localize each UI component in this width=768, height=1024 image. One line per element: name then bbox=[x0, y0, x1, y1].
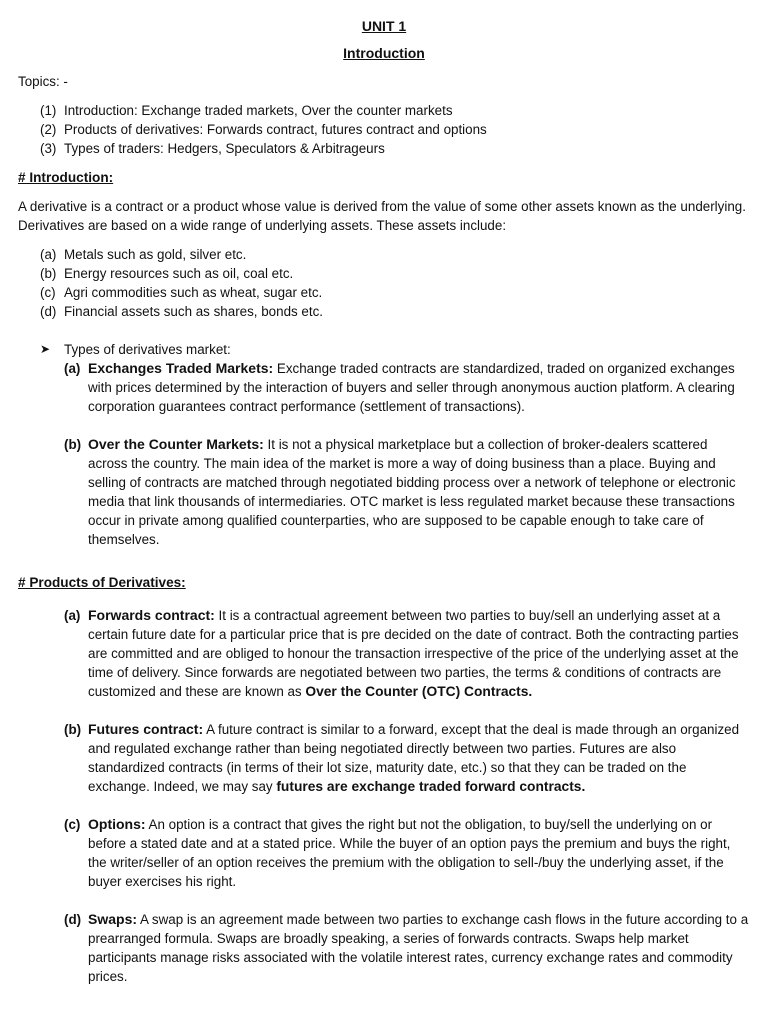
list-marker: (b) bbox=[40, 266, 57, 281]
market-types-label: Types of derivatives market: bbox=[64, 342, 231, 357]
products-heading: # Products of Derivatives: bbox=[18, 575, 186, 590]
list-marker: (c) bbox=[40, 285, 56, 300]
definition-term: Swaps: bbox=[88, 911, 138, 927]
list-item bbox=[18, 302, 750, 321]
introduction-paragraph: A derivative is a contract or a product whose value is derived from the value of some other assets known as the underlying. Derivatives are based on a wide range of underlying assets. These assets include: bbox=[18, 199, 746, 233]
page-subtitle: Introduction bbox=[343, 45, 425, 61]
list-marker: (a) bbox=[64, 608, 81, 623]
product-definition bbox=[18, 910, 750, 986]
unit-title: UNIT 1 bbox=[361, 18, 407, 34]
list-item bbox=[18, 120, 750, 139]
list-item bbox=[18, 264, 750, 283]
list-marker: (b) bbox=[64, 722, 82, 737]
definition-text: A swap is an agreement made between two parties to exchange cash flows in the future according to a prearranged formula. Swaps are broadly speaking, a series of forwards contracts. Swaps help market participants manage risks associated with the volatile interest rates, currency exchange rates and commodity prices. bbox=[88, 912, 749, 984]
list-marker: (c) bbox=[64, 817, 81, 832]
list-item-text: Products of derivatives: Forwards contract, futures contract and options bbox=[64, 122, 487, 137]
list-item bbox=[18, 283, 750, 302]
list-item bbox=[18, 139, 750, 158]
arrow-bullet-icon: ➤ bbox=[40, 342, 51, 356]
product-definition bbox=[18, 815, 750, 891]
topics-list bbox=[18, 101, 750, 158]
definition-text: A future contract is similar to a forward, except that the deal is made through an organized and regulated exchange rather than being negotiated directly between two parties. Futures are also standardized contracts (in terms of their lot size, maturity date, etc.) so that they can be traded on the exchange. Indeed, we may say bbox=[88, 722, 740, 794]
definition-text: It is a contractual agreement between two parties to buy/sell an underlying asset at a certain future date for a particular price that is pre decided on the date of contract. Both the contracting parties are committed and are obliged to honour the transaction irrespective of the price of the underlying asset at the time of delivery. Since forwards are negotiated between two parties, the terms & conditions of contracts are customized and these are known as bbox=[88, 608, 739, 699]
list-item-text: Financial assets such as shares, bonds etc. bbox=[64, 304, 324, 319]
definition-term: Futures contract: bbox=[88, 721, 204, 737]
list-marker: (d) bbox=[64, 912, 82, 927]
definition-term: Exchanges Traded Markets: bbox=[88, 360, 274, 376]
list-marker: (a) bbox=[40, 247, 57, 262]
definition-term: Options: bbox=[88, 816, 146, 832]
market-types-bullet bbox=[18, 340, 750, 359]
list-marker: (1) bbox=[40, 103, 57, 118]
definition-text: Exchange traded contracts are standardized, traded on organized exchanges with prices determined by the interaction of buyers and seller through anonymous auction platform. A clearing corporation guarantees contract performance (settlement of transactions). bbox=[88, 361, 735, 414]
definition-emphasis: Over the Counter (OTC) Contracts. bbox=[305, 684, 533, 699]
market-definition bbox=[18, 435, 750, 549]
product-definition bbox=[18, 720, 750, 796]
list-marker: (2) bbox=[40, 122, 57, 137]
list-item-text: Metals such as gold, silver etc. bbox=[64, 247, 247, 262]
list-marker: (b) bbox=[64, 437, 82, 452]
assets-list bbox=[18, 245, 750, 321]
list-item-text: Energy resources such as oil, coal etc. bbox=[64, 266, 294, 281]
definition-text: An option is a contract that gives the right but not the obligation, to buy/sell the underlying on or before a stated date and at a stated price. While the buyer of an option pays the premium and buys the right, the writer/seller of an option receives the premium with the obligation to sell-/buy the underlying asset, if the buyer exercises his right. bbox=[88, 817, 731, 889]
list-item bbox=[18, 245, 750, 264]
definition-text: It is not a physical marketplace but a collection of broker-dealers scattered across the country. The main idea of the market is more a way of doing business than a place. Buying and selling of contracts are matched through negotiated bidding process over a network of telephone or electronic media that link thousands of intermediaries. OTC market is less regulated market because these transactions occur in private among qualified counterparties, who are supposed to be capable enough to take care of themselves. bbox=[88, 437, 736, 547]
market-definition bbox=[18, 359, 750, 416]
list-marker: (3) bbox=[40, 141, 57, 156]
list-item-text: Agri commodities such as wheat, sugar etc. bbox=[64, 285, 323, 300]
product-definition bbox=[18, 606, 750, 701]
introduction-heading: # Introduction: bbox=[18, 170, 114, 185]
document-page bbox=[18, 14, 750, 986]
definition-term: Forwards contract: bbox=[88, 607, 215, 623]
topics-label: Topics: - bbox=[18, 74, 68, 89]
list-marker: (d) bbox=[40, 304, 57, 319]
definition-term: Over the Counter Markets: bbox=[88, 436, 264, 452]
list-item bbox=[18, 101, 750, 120]
definition-emphasis: futures are exchange traded forward contracts. bbox=[276, 779, 586, 794]
list-marker: (a) bbox=[64, 361, 81, 376]
list-item-text: Types of traders: Hedgers, Speculators & Arbitrageurs bbox=[64, 141, 385, 156]
list-item-text: Introduction: Exchange traded markets, Over the counter markets bbox=[64, 103, 453, 118]
